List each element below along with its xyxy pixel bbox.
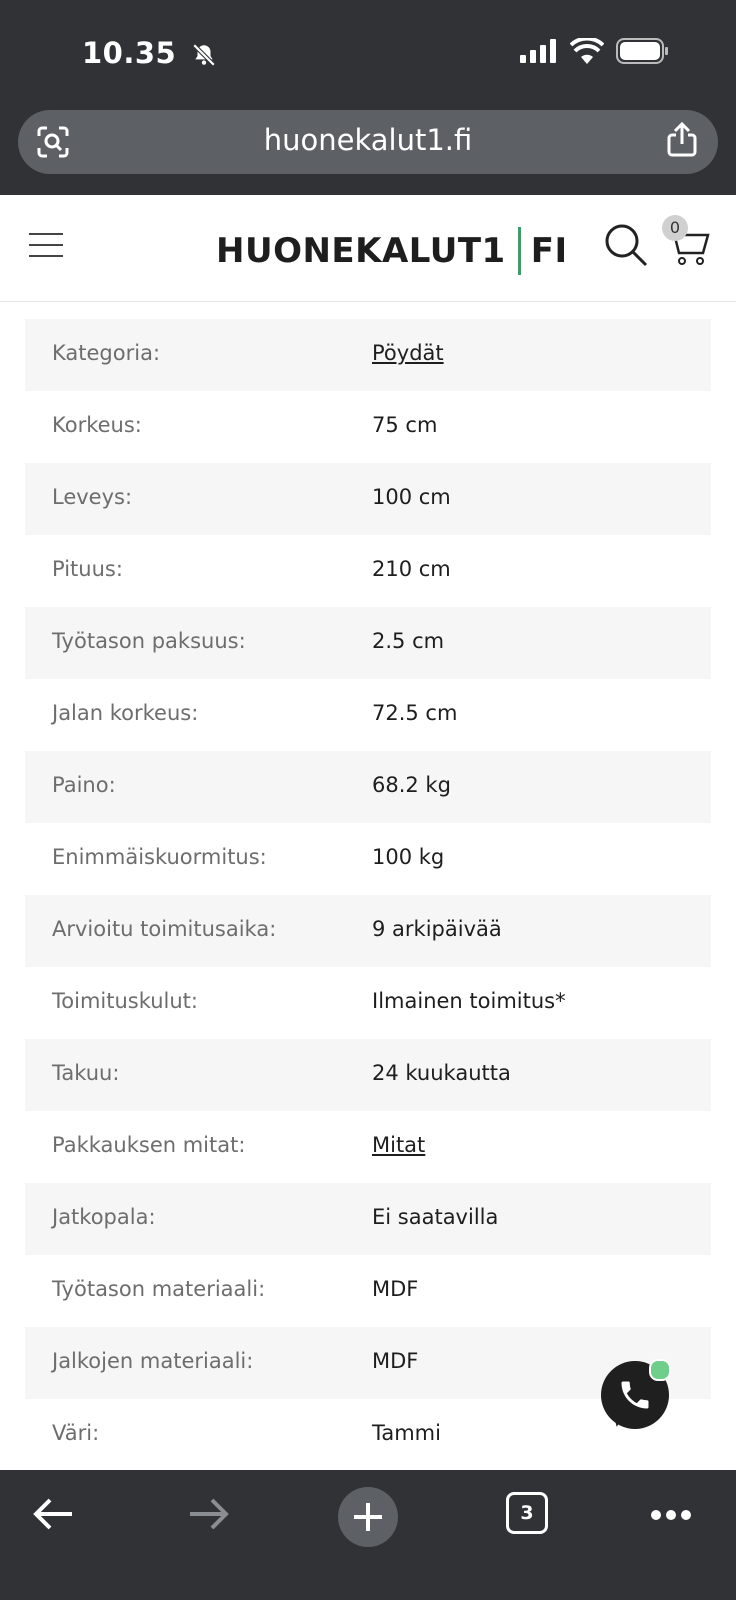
site-header — [0, 195, 736, 302]
spec-label: Arvioitu toimitusaika: — [52, 917, 277, 941]
spec-value: 75 cm — [372, 413, 438, 437]
logo-text-main: HUONEKALUT1 — [216, 231, 506, 271]
url-text[interactable]: huonekalut1.fi — [263, 123, 473, 157]
category-link[interactable]: Pöydät — [372, 341, 444, 365]
wifi-icon — [570, 38, 604, 64]
spec-label: Leveys: — [52, 485, 133, 509]
spec-label: Paino: — [52, 773, 116, 797]
spec-label: Enimmäiskuormitus: — [52, 845, 267, 869]
back-arrow-icon[interactable] — [32, 1496, 74, 1536]
search-icon[interactable] — [604, 223, 648, 271]
spec-label: Takuu: — [52, 1061, 120, 1085]
spec-row — [25, 535, 711, 607]
forward-arrow-icon[interactable] — [188, 1496, 230, 1536]
clock-text: 10.35 — [82, 36, 177, 70]
tabs-button[interactable]: 3 — [506, 1492, 548, 1534]
spec-row — [25, 607, 711, 679]
spec-label: Toimituskulut: — [52, 989, 198, 1013]
spec-label: Työtason materiaali: — [52, 1277, 266, 1301]
spec-label: Väri: — [52, 1421, 100, 1445]
browser-toolbar — [0, 1470, 736, 1600]
site-logo[interactable] — [216, 227, 568, 275]
spec-value: 100 kg — [372, 845, 445, 869]
spec-value: 72.5 cm — [372, 701, 458, 725]
spec-label: Pituus: — [52, 557, 123, 581]
menu-icon[interactable] — [29, 233, 63, 266]
spec-row — [25, 679, 711, 751]
logo-divider — [518, 227, 521, 275]
spec-value: 210 cm — [372, 557, 451, 581]
spec-row — [25, 751, 711, 823]
phone-icon — [617, 1377, 653, 1413]
spec-row — [25, 967, 711, 1039]
spec-row — [25, 1111, 711, 1183]
spec-row — [25, 823, 711, 895]
spec-row — [25, 895, 711, 967]
product-specs-table — [25, 319, 711, 1471]
phone-chat-button[interactable] — [601, 1361, 669, 1429]
status-time — [82, 36, 217, 70]
bell-muted-icon — [191, 42, 217, 68]
status-bar — [0, 0, 736, 110]
browser-address-area — [0, 110, 736, 195]
spec-value: MDF — [372, 1349, 419, 1373]
battery-icon — [616, 38, 670, 64]
plus-icon — [338, 1487, 398, 1547]
spec-label: Jatkopala: — [52, 1205, 156, 1229]
spec-value: 100 cm — [372, 485, 451, 509]
signal-icon — [520, 39, 558, 63]
share-icon[interactable] — [666, 122, 698, 162]
spec-value: MDF — [372, 1277, 419, 1301]
spec-value: Ei saatavilla — [372, 1205, 499, 1229]
spec-row — [25, 319, 711, 391]
new-tab-button[interactable] — [338, 1487, 398, 1547]
spec-row — [25, 1255, 711, 1327]
spec-label: Korkeus: — [52, 413, 142, 437]
spec-value: 68.2 kg — [372, 773, 451, 797]
cart-count-badge: 0 — [662, 215, 688, 241]
spec-row — [25, 391, 711, 463]
spec-value: 2.5 cm — [372, 629, 445, 653]
spec-value: Ilmainen toimitus* — [372, 989, 566, 1013]
status-indicators — [520, 38, 670, 64]
spec-row — [25, 463, 711, 535]
package-dimensions-link[interactable]: Mitat — [372, 1133, 426, 1157]
spec-value: 24 kuukautta — [372, 1061, 511, 1085]
logo-text-suffix: FI — [530, 231, 568, 271]
spec-label: Työtason paksuus: — [52, 629, 246, 653]
spec-label: Jalan korkeus: — [52, 701, 199, 725]
spec-value: 9 arkipäivää — [372, 917, 502, 941]
spec-row — [25, 1183, 711, 1255]
spec-value: Tammi — [372, 1421, 441, 1445]
online-status-dot — [649, 1359, 671, 1381]
spec-label: Pakkauksen mitat: — [52, 1133, 246, 1157]
address-bar[interactable] — [18, 110, 718, 174]
spec-label: Kategoria: — [52, 341, 161, 365]
spec-label: Jalkojen materiaali: — [52, 1349, 254, 1373]
more-options-icon[interactable] — [650, 1506, 692, 1525]
spec-row — [25, 1039, 711, 1111]
